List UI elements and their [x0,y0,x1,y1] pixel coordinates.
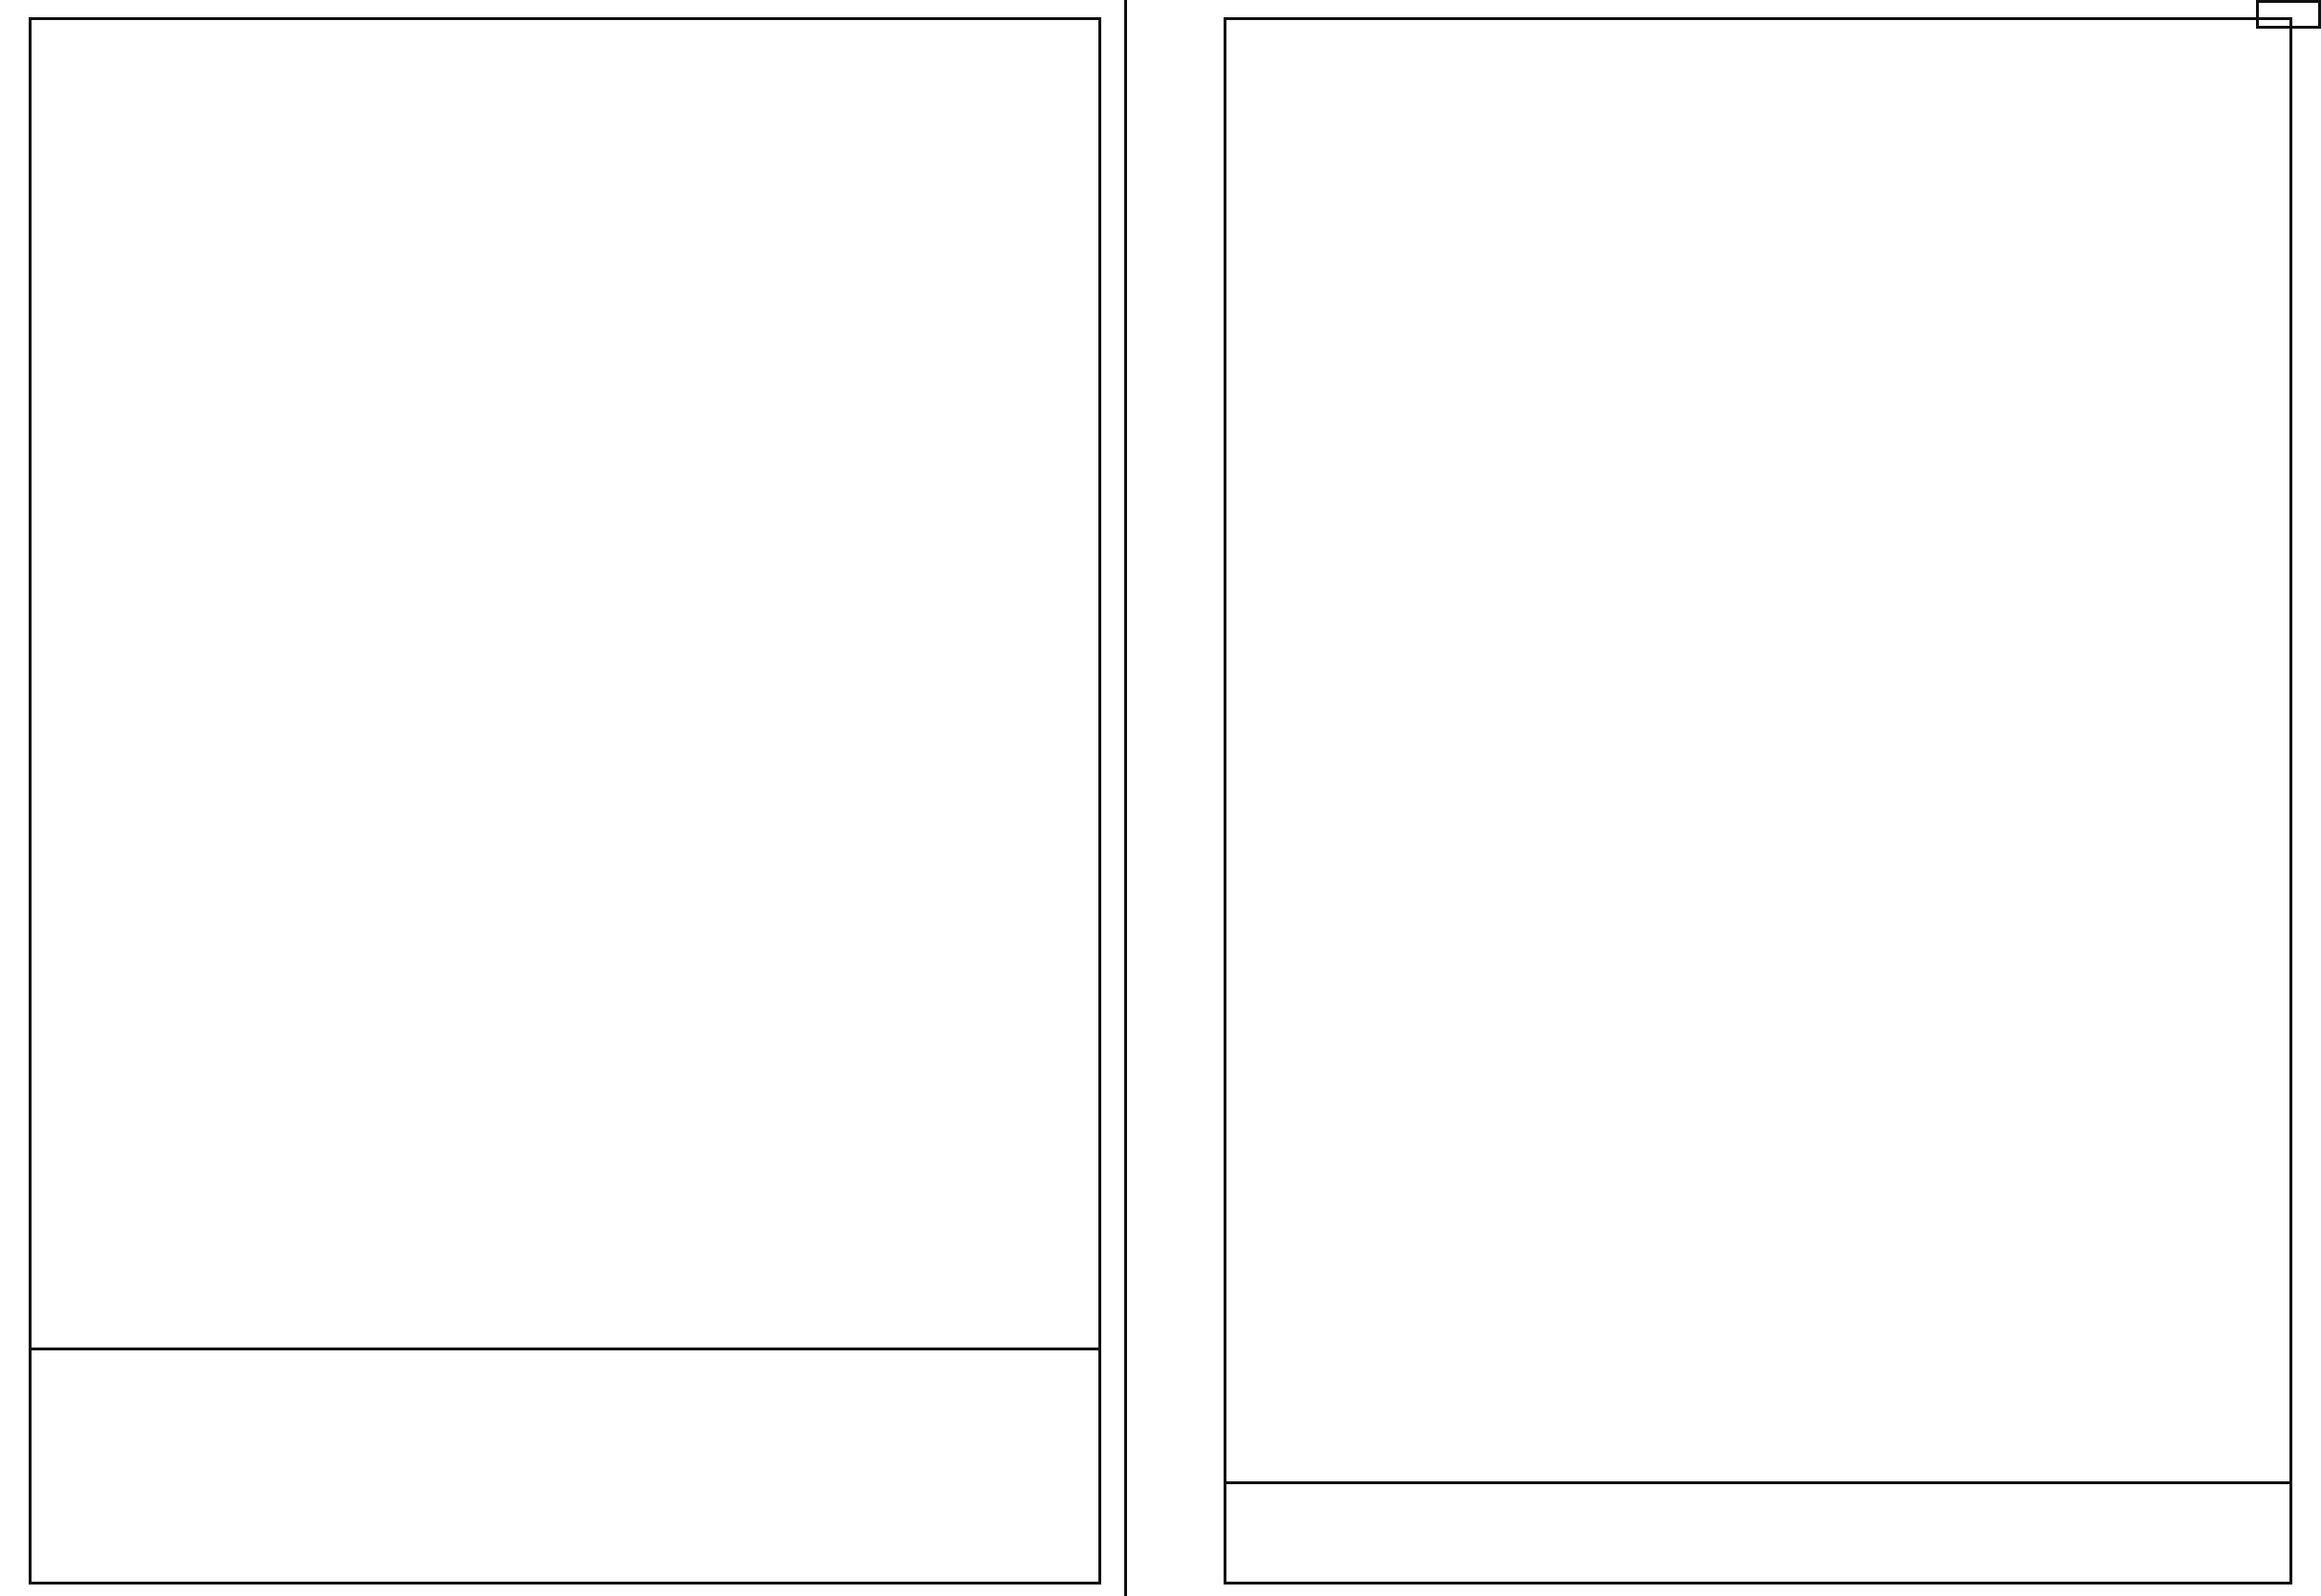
left-sheet-edge [1124,0,1127,1596]
right-sheet [1224,17,2292,1585]
left-title-block [29,1348,1101,1585]
right-title-block [1224,1481,2292,1585]
right-sheet-corner [2256,0,2321,29]
